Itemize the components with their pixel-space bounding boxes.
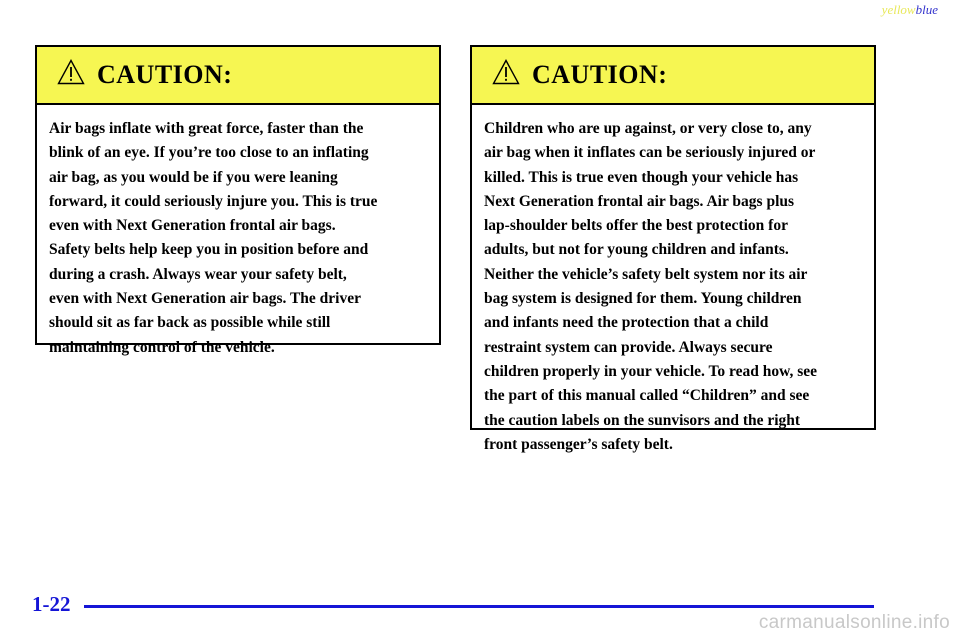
caution-title: CAUTION: <box>532 60 668 89</box>
caution-text-line: children properly in your vehicle. To read how, see <box>484 362 817 380</box>
caution-text-line: front passenger’s safety belt. <box>484 435 673 453</box>
warning-triangle-icon <box>492 59 520 85</box>
caution-text-line: Neither the vehicle’s safety belt system nor its air <box>484 265 808 283</box>
caution-text-line: even with Next Generation frontal air bags. <box>49 217 336 235</box>
caution-text <box>37 105 439 360</box>
color-tag-yellow: yellow <box>881 2 916 17</box>
caution-text-line: should sit as far back as possible while still <box>49 314 331 332</box>
caution-text-line: bag system is designed for them. Young children <box>484 290 802 308</box>
caution-text-line: the caution labels on the sunvisors and the right <box>484 411 801 429</box>
caution-text-line: blink of an eye. If you’re too close to an inflating <box>49 144 369 162</box>
caution-text-line: Children who are up against, or very close to, any <box>484 120 812 137</box>
footer-rule <box>84 605 874 608</box>
caution-text-line: the part of this manual called “Children” and see <box>484 387 810 405</box>
caution-text-line: even with Next Generation air bags. The driver <box>49 290 361 308</box>
warning-triangle-icon <box>57 59 85 85</box>
caution-text-line: during a crash. Always wear your safety belt, <box>49 265 347 283</box>
caution-text-line: lap-shoulder belts offer the best protection for <box>484 217 788 235</box>
caution-text-line: Air bags inflate with great force, faster than the <box>49 120 364 137</box>
caution-text-line: maintaining control of the vehicle. <box>49 338 275 356</box>
caution-text-line: restraint system can provide. Always secure <box>484 338 773 356</box>
color-registration-tag <box>882 2 938 18</box>
caution-text-line: forward, it could seriously injure you. This is true <box>49 192 378 210</box>
caution-header <box>37 47 439 105</box>
caution-box-children <box>470 45 876 453</box>
caution-text-line: killed. This is true even though your vehicle has <box>484 168 799 186</box>
caution-box-airbag-force <box>35 45 441 356</box>
caution-text-line: Next Generation frontal air bags. Air bags plus <box>484 192 795 210</box>
caution-text-line: air bag when it inflates can be seriously injured or <box>484 144 816 162</box>
caution-text <box>472 105 874 457</box>
page-number: 1-22 <box>32 592 71 616</box>
site-watermark: carmanualsonline.info <box>758 612 950 633</box>
color-tag-blue: blue <box>915 2 938 17</box>
caution-text-line: and infants need the protection that a child <box>484 314 769 332</box>
caution-text-line: adults, but not for young children and infants. <box>484 241 789 259</box>
caution-text-line: air bag, as you would be if you were leaning <box>49 168 338 186</box>
caution-header <box>472 47 874 105</box>
caution-title: CAUTION: <box>97 60 233 89</box>
caution-text-line: Safety belts help keep you in position before and <box>49 241 369 259</box>
